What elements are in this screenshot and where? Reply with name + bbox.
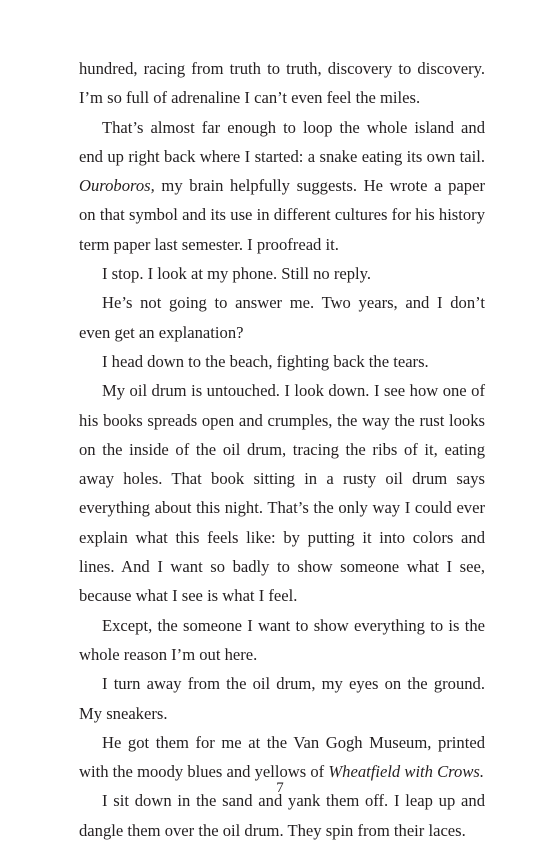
text-run: He got them for me at the Van Gogh Museum, printed with the moody blues and yellows of (79, 732, 485, 782)
text-run: I head down to the beach, fighting back the tears. (102, 351, 429, 371)
italic-text: Wheatfield with Crows. (328, 762, 484, 782)
text-run: Except, the someone I want to show everything to is the whole reason I’m out here. (79, 615, 485, 664)
paragraph (79, 54, 485, 113)
text-run: He’s not going to answer me. Two years, and I don’t even get an explanation? (79, 293, 485, 342)
body-text (79, 54, 485, 845)
text-run: hundred, racing from truth to truth, discovery to discovery. I’m so full of adrenaline I can’t even feel the miles. (79, 59, 485, 108)
paragraph (79, 113, 485, 259)
text-run: That’s almost far enough to loop the whole island and end up right back where I started: a snake eating its own tail. (79, 117, 485, 166)
paragraph (79, 669, 485, 728)
paragraph (79, 376, 485, 610)
paragraph (79, 611, 485, 670)
paragraph (79, 288, 485, 347)
text-run: I turn away from the oil drum, my eyes on the ground. My sneakers. (79, 674, 485, 723)
paragraph (79, 347, 485, 376)
paragraph (79, 259, 485, 288)
text-run: I stop. I look at my phone. Still no reply. (102, 264, 372, 284)
text-run: my brain helpfully suggests. He wrote a paper on that symbol and its use in different cultures for his history term paper last semester. I proofread it. (79, 176, 485, 254)
page-number: 7 (276, 780, 284, 796)
italic-text: Ouroboros, (79, 176, 155, 196)
text-run: My oil drum is untouched. I look down. I see how one of his books spreads open and crumples, the way the rust looks on the inside of the oil drum, tracing the ribs of it, eating away holes. That book sitting in a rusty oil drum says everything about this night. That’s the only way I could ever explain what this feels like: by putting it into colors and lines. And I want so badly to show someone what I see, because what I see is what I feel. (79, 381, 485, 606)
text-run: I sit down in the sand and yank them off. I leap up and dangle them over the oil drum. They spin from their laces. (79, 791, 485, 840)
paragraph (79, 728, 485, 787)
